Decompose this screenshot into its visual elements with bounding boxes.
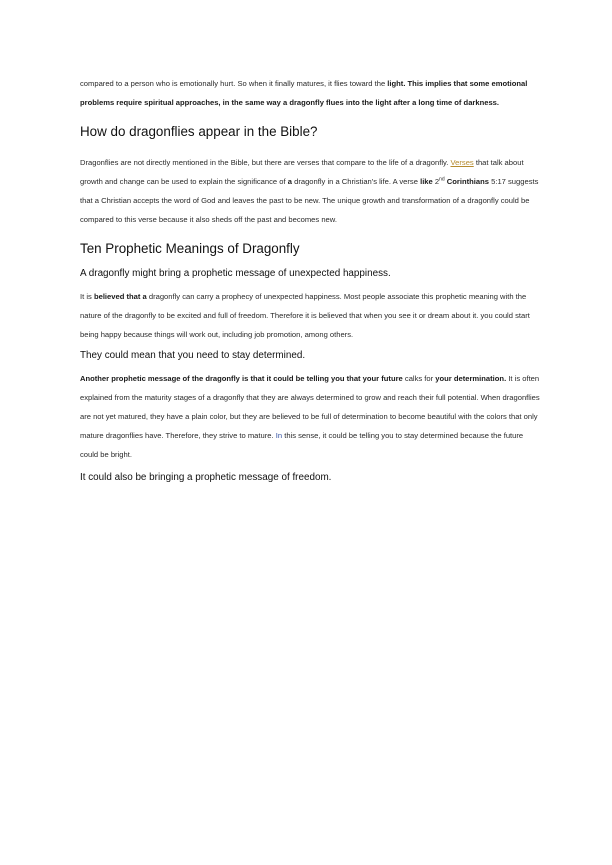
bible-text-b: that talk about growth and change can be used to explain the significance of xyxy=(80,158,524,186)
verses-link[interactable]: Verses xyxy=(450,158,474,167)
determined-bold-2: your determination. xyxy=(435,374,507,383)
bible-text-d: 5:17 suggests that a Christian accepts the word of God and leaves the past to be new. The unique growth and transformation of a dragonfly could be compared to this verse because it also sheds off the past and becomes new. xyxy=(80,177,539,224)
determined-text-b: It is often explained from the maturity stages of a dragonfly that they are always determined to grow and reach their full potential. When dragonflies are not yet matured, they have a plain color, but they are believed to be full of determination to become beautiful with the colors that only mature dragonflies have. Therefore, they strive to mature. xyxy=(80,374,540,440)
bible-number: 2 xyxy=(434,177,440,186)
bible-superscript: nd xyxy=(439,176,445,183)
bible-bold-like: like xyxy=(420,177,433,186)
happiness-text-a: It is xyxy=(80,292,92,301)
paragraph-determined xyxy=(80,369,540,464)
determined-bold-1: Another prophetic message of the dragonfly is that it could be telling you that your future xyxy=(80,374,403,383)
determined-text-c: this sense, it could be telling you to stay determined because the future could be bright. xyxy=(80,431,524,459)
determined-text-a: calks for xyxy=(404,374,434,383)
bible-text-a: Dragonflies are not directly mentioned in the Bible, but there are verses that compare to the life of a dragonfly. xyxy=(80,158,449,167)
happiness-bold: believed that a xyxy=(93,292,147,301)
intro-text: compared to a person who is emotionally hurt. So when it finally matures, it flies toward the xyxy=(80,79,386,88)
paragraph-happiness xyxy=(80,287,540,344)
paragraph-intro xyxy=(80,74,540,112)
subheading-freedom: It could also be bringing a prophetic message of freedom. xyxy=(80,472,332,483)
happiness-text-b: dragonfly can carry a prophecy of unexpected happiness. Most people associate this prophetic meaning with the nature of the dragonfly to be excited and full of freedom. Therefore it is believed that when you see it or dream about it. you could start being happy because things will work out, including job promotion, among others. xyxy=(80,292,530,339)
determined-blue-text: In xyxy=(275,431,283,440)
heading-bible: How do dragonflies appear in the Bible? xyxy=(80,124,318,139)
document-page xyxy=(80,74,540,483)
subheading-determined: They could mean that you need to stay determined. xyxy=(80,350,306,361)
subheading-happiness: A dragonfly might bring a prophetic message of unexpected happiness. xyxy=(80,268,391,279)
bible-text-c: dragonfly in a Christian's life. A verse xyxy=(294,177,418,186)
bible-bold-a: a xyxy=(287,177,292,186)
heading-ten-meanings: Ten Prophetic Meanings of Dragonfly xyxy=(80,241,300,256)
paragraph-bible xyxy=(80,153,540,229)
intro-bold-text: light. This implies that some emotional problems require spiritual approaches, in the same way a dragonfly flues into the light after a long time of darkness. xyxy=(80,79,528,107)
bible-bold-corinthians: Corinthians xyxy=(446,177,489,186)
